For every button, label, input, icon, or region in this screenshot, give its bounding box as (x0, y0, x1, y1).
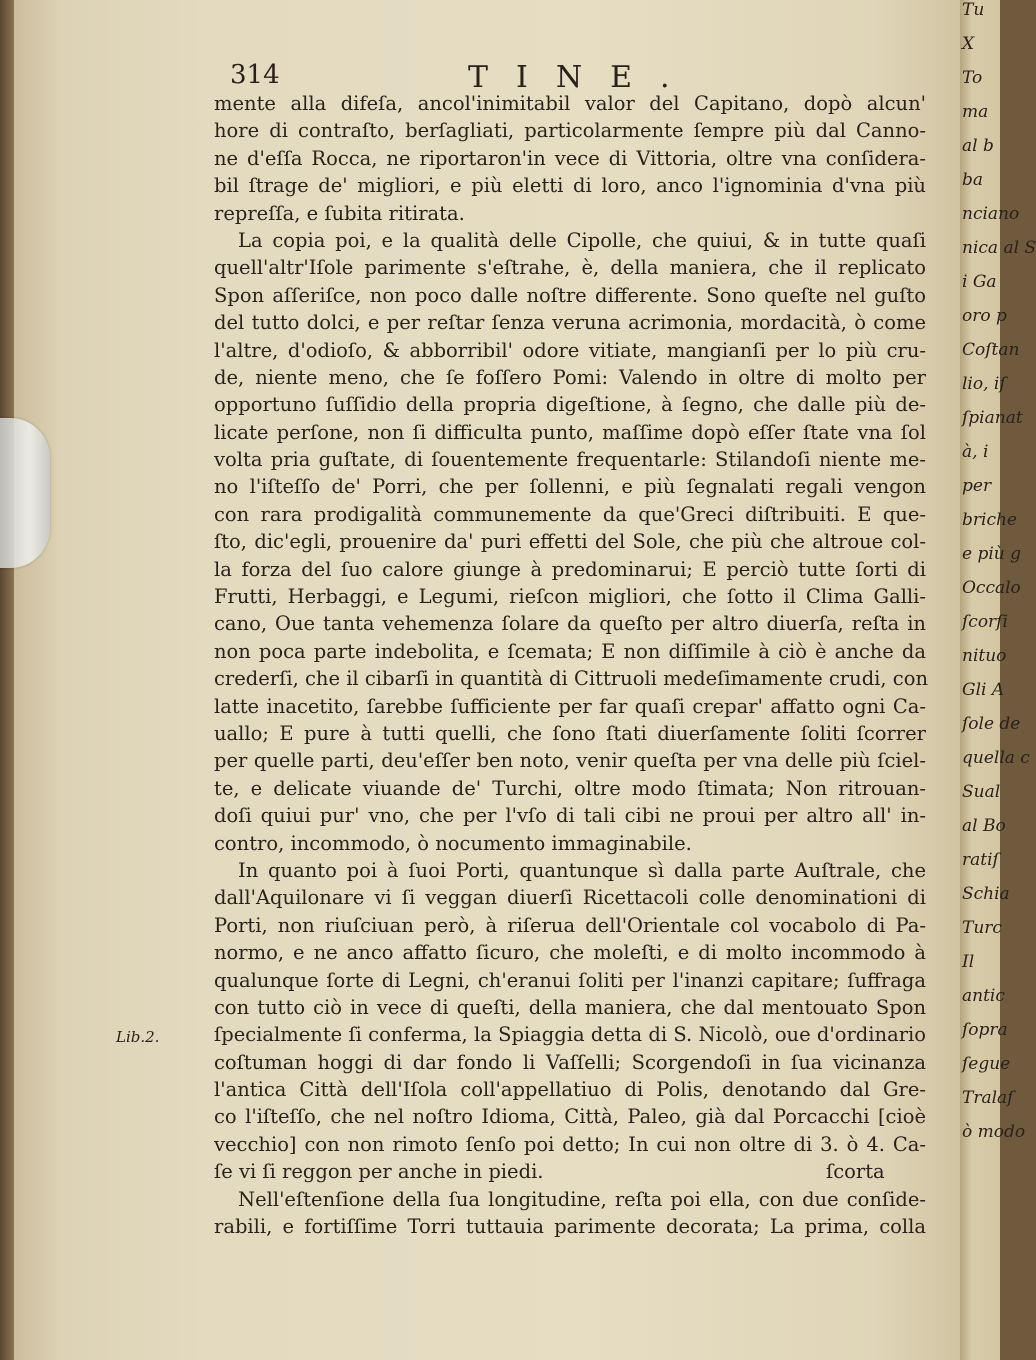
text-line: del tutto dolci, e per reſtar ſenza veruna acrimonia, mordacità, ò come (214, 311, 926, 335)
next-page-fragment: lio, iſ (962, 374, 1006, 394)
next-page-fragment: ba (962, 170, 984, 190)
next-page-fragment: Gli A (962, 680, 1005, 700)
text-line: non poca parte indebolita, e ſcemata; E non diſſimile à ciò è anche da (214, 639, 926, 663)
text-line: ne d'eſſa Rocca, ne riportaron'in vece di Vittoria, oltre vna conſidera- (214, 146, 926, 170)
next-page-fragment: ſegue (962, 1054, 1011, 1074)
next-page-fragment: Tu (962, 0, 985, 20)
text-line: contro, incommodo, ò nocumento immaginabile. (214, 831, 692, 855)
next-page-fragment: Coſtan (962, 340, 1020, 360)
text-line: uallo; E pure à tutti quelli, che ſono ſtati diuerſamente ſoliti ſcorrer (214, 721, 926, 745)
next-page-fragment: al b (962, 136, 994, 156)
next-page-fragment: nica al S (962, 238, 1036, 258)
text-line: repreſſa, e ſubita ritirata. (214, 201, 465, 225)
text-line: quell'altr'Iſole parimente s'eſtrahe, è, della maniera, che il replicato (214, 256, 926, 280)
next-page-fragment: Tralaſ (962, 1088, 1014, 1108)
next-page-fragment: antic (962, 986, 1005, 1006)
margin-note: Lib.2. (116, 1028, 160, 1046)
text-line: de, niente meno, che ſe foſſero Pomi: Valendo in oltre di molto per (214, 365, 926, 389)
text-line: mente alla difeſa, ancol'inimitabil valor del Capitano, dopò alcun' (214, 92, 926, 115)
next-page-fragment: ſole de (962, 714, 1021, 734)
text-line: Spon aſſeriſce, non poco dalle noſtre differente. Sono queſte nel guſto (214, 283, 926, 307)
next-page-fragment: ò modo (962, 1122, 1026, 1142)
text-line: cano, Oue tanta vehemenza ſolare da queſto per altro diuerſa, reſta in (214, 612, 926, 636)
text-line: con rara prodigalità communemente da que'Greci diſtribuiti. E que- (214, 502, 926, 526)
text-line: ſto, dic'egli, prouenire da' puri effetti del Sole, che più che altroue col- (214, 530, 926, 554)
next-page-fragment: nituo (962, 646, 1007, 666)
next-page-fragment: ſcorſi (962, 612, 1008, 632)
next-page-fragment: oro p (962, 306, 1007, 326)
text-line: ſe vi ſi reggon per anche in piedi. (214, 1160, 544, 1184)
next-page-fragment: Occalo (962, 578, 1021, 598)
text-line: per quelle parti, deu'eſſer ben noto, venir queſta per vna delle più ſciel- (214, 749, 926, 773)
text-line: bil ſtrage de' migliori, e più eletti di loro, anco l'ignominia d'vna più (214, 174, 926, 198)
text-line: no l'iſteſſo de' Porri, che per ſollenni, e più ſegnalati regali vengon (214, 475, 926, 499)
text-line: licate perſone, non ſi difficulta punto, maſſime dopò eſſer ſtate vna ſol (214, 420, 926, 444)
next-page-fragment: quella c (962, 748, 1030, 768)
next-page-fragment: Il (962, 952, 975, 972)
text-line: Porti, non riuſciuan però, à riſerua dell'Orientale col vocabolo di Pa- (214, 913, 926, 937)
page-number: 314 (230, 60, 280, 90)
next-page-fragment: à, i (962, 442, 989, 462)
text-line: volta pria guſtate, di ſouentemente frequentarle: Stilandoſi niente me- (214, 448, 926, 472)
text-line: doſi quiui pur' vno, che per l'vſo di tali cibi ne proui per altro all' in- (214, 804, 926, 828)
next-page-edge (960, 0, 1036, 1360)
text-line: l'antica Città dell'Iſola coll'appellatiuo di Polis, denotando dal Gre- (214, 1078, 926, 1102)
text-line: la forza del ſuo calore giunge à predominarui; E perciò tutte ſorti di (214, 557, 926, 581)
text-line: coſtuman hoggi di dar fondo li Vaſſelli; Scorgendoſi in ſua vicinanza (214, 1050, 926, 1074)
running-title: TINE. (468, 60, 698, 95)
text-line: dall'Aquilonare vi ſi veggan diuerſi Ricettacoli colle denominationi di (214, 886, 926, 910)
text-line: crederſi, che il cibarſi in quantità di Cittruoli medeſimamente crudi, con (214, 667, 929, 691)
text-line: rabili, e fortiſſime Torri tuttauia parimente decorata; La prima, colla (214, 1215, 926, 1239)
main-text (214, 90, 929, 1240)
next-page-fragment: e più g (962, 544, 1022, 564)
text-line: te, e delicate viuande de' Turchi, oltre modo ſtimata; Non ritrouan- (214, 776, 926, 800)
next-page-fragment: al Bo (962, 816, 1006, 836)
next-page-fragment: ratiſ (962, 850, 999, 870)
next-page-fragment: Turc (962, 918, 1002, 938)
text-line: vecchio] con non rimoto ſenſo poi detto; In cui non oltre di 3. ò 4. Ca- (214, 1132, 926, 1156)
text-line: opportuno ſuſſidio della propria digeſtione, à ſegno, che dalle più de- (214, 393, 926, 417)
page-clip (0, 418, 50, 568)
text-line: Nell'eſtenſione della ſua longitudine, reſta poi ella, con due conſide- (238, 1187, 926, 1211)
next-page-fragment: To (962, 68, 983, 88)
text-line: latte inacetito, ſarebbe ſufficiente per far quaſi crepar' affatto ogni Ca- (214, 694, 926, 718)
text-line: con tutto ciò in vece di queſti, della maniera, che dal mentouato Spon (214, 995, 926, 1019)
text-line: co l'iſteſſo, che nel noſtro Idioma, Città, Paleo, già dal Porcacchi [cioè (214, 1105, 926, 1129)
text-line: Frutti, Herbaggi, e Legumi, rieſcon migliori, che ſotto il Clima Galli- (214, 585, 926, 609)
next-page-fragment: per (962, 476, 992, 496)
text-line: La copia poi, e la qualità delle Cipolle, che quiui, & in tutte quaſi (238, 228, 926, 252)
text-line: l'altre, d'odioſo, & abborribil' odore vitiate, mangianſi per lo più cru- (214, 338, 926, 362)
text-line: normo, e ne anco affatto ſicuro, che moleſti, e di molto incommodo à (214, 941, 926, 965)
text-line: ſpecialmente ſi conferma, la Spiaggia detta di S. Nicolò, oue d'ordinario (214, 1023, 926, 1047)
catchword: ſcorta (826, 1160, 885, 1183)
next-page-fragment: ſopra (962, 1020, 1008, 1040)
next-page-fragment: ma (962, 102, 989, 122)
next-page-fragment: briche (962, 510, 1017, 530)
text-line: qualunque ſorte di Legni, ch'eranui ſoliti per l'inanzi capitare; ſuffraga (214, 968, 926, 992)
text-line: hore di contraſto, berſagliati, particolarmente ſempre più dal Canno- (214, 119, 926, 143)
next-page-fragment: i Ga (962, 272, 997, 292)
next-page-fragment: nciano (962, 204, 1020, 224)
next-page-fragment: X (962, 34, 975, 54)
next-page-fragment: Sual (962, 782, 1001, 802)
text-line: In quanto poi à ſuoi Porti, quantunque sì dalla parte Auſtrale, che (238, 858, 926, 882)
next-page-fragment: ſpianat (962, 408, 1023, 428)
next-page-fragment: Schia (962, 884, 1010, 904)
